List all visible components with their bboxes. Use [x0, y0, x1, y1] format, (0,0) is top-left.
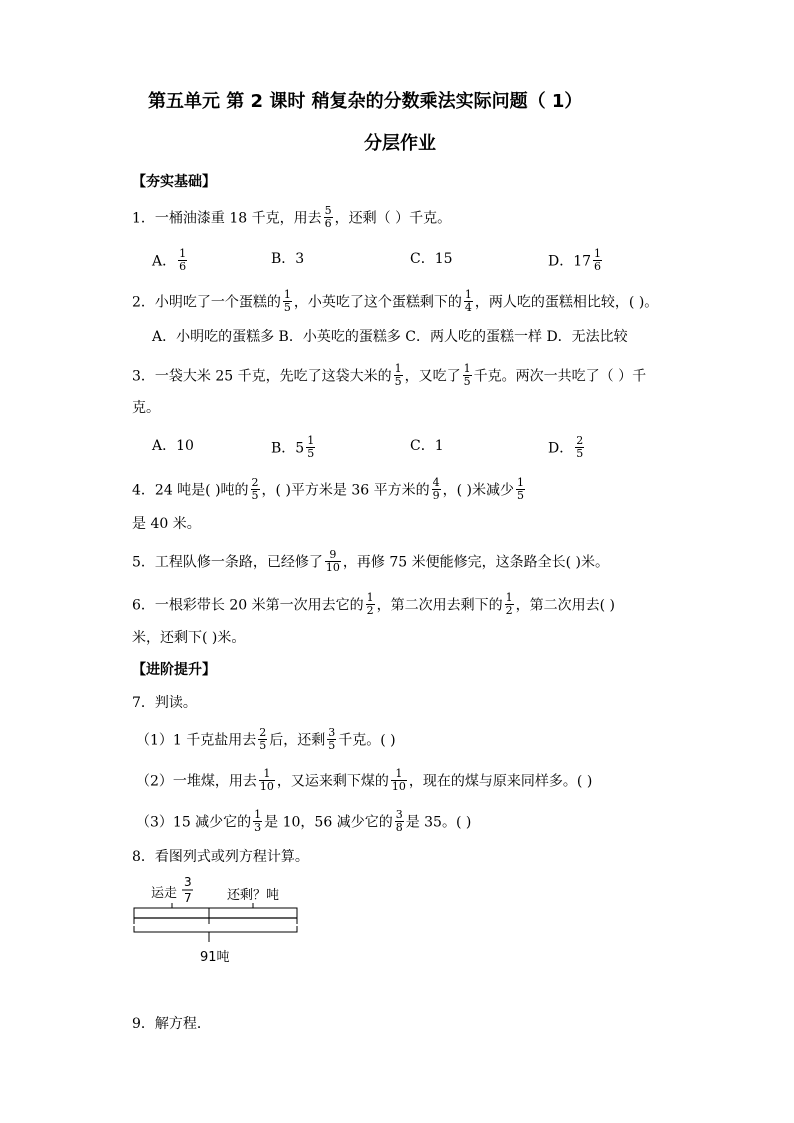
q7-s1-text-c: 千克。( )	[338, 732, 396, 749]
q7-statement-1	[136, 728, 396, 753]
question-8-label: 8．看图列式或列方程计算。	[132, 849, 309, 865]
question-1	[132, 206, 451, 231]
q3-option-d	[548, 436, 586, 461]
diagram-left-frac-num: 3	[184, 875, 192, 889]
q3-fraction-1	[394, 363, 403, 388]
q3-option-b	[271, 436, 317, 461]
q2-frac1-num: 1	[283, 288, 291, 301]
q6-frac2-den: 2	[505, 604, 513, 617]
q1-option-a-fraction	[178, 248, 187, 273]
q3-option-b-den: 5	[307, 447, 315, 460]
q6-fraction-1	[366, 592, 375, 617]
q1-option-c: C．15	[410, 251, 453, 267]
q6-frac2-num: 1	[505, 591, 513, 604]
q2-text-a: 2．小明吃了一个蛋糕的	[132, 294, 281, 311]
q1-option-a-num: 1	[179, 247, 187, 260]
q7-s2-text-b: ，又运来剩下煤的	[276, 773, 389, 790]
q1-option-d-den: 6	[594, 260, 602, 273]
q3-option-d-fraction	[575, 435, 584, 460]
q1-text-b: ，还剩（ ）千克。	[334, 210, 452, 227]
q4-fraction-2	[432, 477, 441, 502]
q3-text-b: ，又吃了	[404, 368, 461, 385]
diagram-left-label: 运走	[151, 886, 178, 901]
diagram-total-label: 91吨	[200, 950, 230, 965]
q3-frac2-den: 5	[463, 375, 471, 388]
q1-option-d-fraction	[593, 248, 602, 273]
page-subtitle: 分层作业	[364, 133, 436, 154]
q4-frac1-den: 5	[251, 489, 259, 502]
q7-s3-frac1-den: 3	[254, 821, 262, 834]
q7-s3-fraction-1	[253, 809, 262, 834]
question-4	[132, 478, 527, 503]
q7-s1-text-b: 后，还剩	[269, 732, 326, 749]
q4-frac1-num: 2	[251, 476, 259, 489]
q7-s2-frac2-num: 1	[395, 767, 403, 780]
q6-frac1-den: 2	[366, 604, 374, 617]
q3-option-d-prefix: D．	[548, 440, 574, 457]
diagram-left-brace	[134, 903, 209, 912]
q3-text-a: 3．一袋大米 25 千克，先吃了这袋大米的	[132, 368, 392, 385]
question-7-label: 7．判读。	[132, 695, 197, 711]
q7-s2-fraction-1	[259, 768, 275, 793]
q6-text-b: ，第二次用去剩下的	[376, 597, 503, 614]
q6-text-c: ，第二次用去( )	[515, 597, 615, 614]
q4-frac3-num: 1	[517, 476, 525, 489]
q7-s1-fraction-2	[327, 727, 336, 752]
q2-fraction-2	[464, 289, 473, 314]
q1-option-a	[152, 249, 189, 274]
q7-s3-frac2-den: 8	[395, 821, 403, 834]
q7-statement-3	[136, 810, 471, 835]
q7-s2-frac1-den: 10	[259, 780, 274, 793]
q7-s1-frac2-den: 5	[328, 739, 336, 752]
q7-s2-frac1-num: 1	[263, 767, 271, 780]
q3-frac2-num: 1	[463, 362, 471, 375]
q7-s2-text-a: （2）一堆煤，用去	[136, 773, 257, 790]
q7-s1-frac1-den: 5	[259, 739, 267, 752]
q7-s2-frac2-den: 10	[391, 780, 406, 793]
q3-option-b-num: 1	[307, 434, 315, 447]
q1-text-a: 1．一桶油漆重 18 千克，用去	[132, 210, 322, 227]
diagram-right-label: 还剩？吨	[227, 888, 280, 903]
q5-text-a: 5．工程队修一条路，已经修了	[132, 554, 323, 571]
q6-fraction-2	[505, 592, 514, 617]
q7-s3-text-c: 是 35。( )	[405, 814, 472, 831]
q4-frac2-num: 4	[432, 476, 440, 489]
q4-frac3-den: 5	[517, 489, 525, 502]
q2-fraction-1	[283, 289, 292, 314]
q5-frac-den: 10	[325, 561, 340, 574]
q4-text-b: ，( )平方米是 36 平方米的	[261, 482, 430, 499]
q1-option-b: B．3	[271, 251, 305, 267]
q5-frac-num: 9	[329, 548, 337, 561]
q2-text-b: ，小英吃了这个蛋糕剩下的	[293, 294, 462, 311]
diagram-right-brace	[209, 903, 297, 912]
diagram-left-frac-den: 7	[184, 891, 192, 905]
q1-option-a-prefix: A．	[152, 253, 177, 270]
q5-text-b: ，再修 75 米便能修完，这条路全长( )米。	[342, 554, 610, 571]
q1-fraction	[324, 205, 333, 230]
q4-fraction-3	[516, 477, 525, 502]
q7-s2-text-c: ，现在的煤与原来同样多。( )	[408, 773, 593, 790]
question-9-label: 9．解方程．	[132, 1016, 211, 1032]
q3-frac1-num: 1	[394, 362, 402, 375]
q3-option-d-den: 5	[576, 447, 584, 460]
q7-s2-fraction-2	[391, 768, 407, 793]
q4-text-c: ，( )米减少	[442, 482, 515, 499]
q2-frac2-num: 1	[464, 288, 472, 301]
page-title: 第五单元 第 2 课时 稍复杂的分数乘法实际问题（ 1）	[148, 91, 583, 112]
q6-text-a: 6．一根彩带长 20 米第一次用去它的	[132, 597, 364, 614]
diagram-bottom-brace	[134, 926, 297, 942]
q1-frac-den: 6	[324, 217, 332, 230]
q3-option-c: C．1	[410, 438, 444, 454]
q3-text-wrap: 克。	[132, 400, 160, 416]
question-5	[132, 550, 609, 575]
q1-option-a-den: 6	[179, 260, 187, 273]
q1-option-d	[548, 249, 604, 274]
q4-fraction-1	[251, 477, 260, 502]
q2-text-c: ，两人吃的蛋糕相比较，( )。	[474, 294, 659, 311]
section-heading-basic: 【夯实基础】	[132, 174, 216, 190]
q7-s1-frac2-num: 3	[328, 726, 336, 739]
q3-frac1-den: 5	[394, 375, 402, 388]
q2-options: A．小明吃的蛋糕多 B．小英吃的蛋糕多 C．两人吃的蛋糕一样 D．无法比较	[152, 329, 628, 345]
q3-option-a: A．10	[152, 438, 194, 454]
q7-s3-frac2-num: 3	[395, 808, 403, 821]
q7-s3-fraction-2	[395, 809, 404, 834]
section-heading-advanced: 【进阶提升】	[132, 662, 216, 678]
question-3	[132, 364, 646, 389]
q7-s1-fraction-1	[258, 727, 267, 752]
q2-frac2-den: 4	[464, 301, 472, 314]
q5-fraction	[325, 549, 341, 574]
q6-frac1-num: 1	[366, 591, 374, 604]
question-6	[132, 593, 615, 618]
q3-option-b-prefix: B．5	[271, 440, 305, 457]
q4-frac2-den: 9	[432, 489, 440, 502]
q7-s1-frac1-num: 2	[259, 726, 267, 739]
q7-s1-text-a: （1）1 千克盐用去	[136, 732, 257, 749]
line-segment-diagram	[120, 872, 320, 972]
q1-option-d-num: 1	[594, 247, 602, 260]
q3-option-d-num: 2	[576, 434, 584, 447]
q3-fraction-2	[463, 363, 472, 388]
question-2	[132, 290, 658, 315]
q7-s3-frac1-num: 1	[254, 808, 262, 821]
q4-text-wrap: 是 40 米。	[132, 516, 201, 532]
q2-frac1-den: 5	[283, 301, 291, 314]
q7-s3-text-b: 是 10，56 减少它的	[264, 814, 393, 831]
q3-option-b-fraction	[306, 435, 315, 460]
q4-text-a: 4．24 吨是( )吨的	[132, 482, 249, 499]
q7-statement-2	[136, 769, 592, 794]
q7-s3-text-a: （3）15 减少它的	[136, 814, 252, 831]
q1-option-d-prefix: D．17	[548, 253, 592, 270]
q1-frac-num: 5	[324, 204, 332, 217]
q6-text-wrap: 米，还剩下( )米。	[132, 630, 246, 646]
q3-text-c: 千克。两次一共吃了（ ）千	[473, 368, 647, 385]
